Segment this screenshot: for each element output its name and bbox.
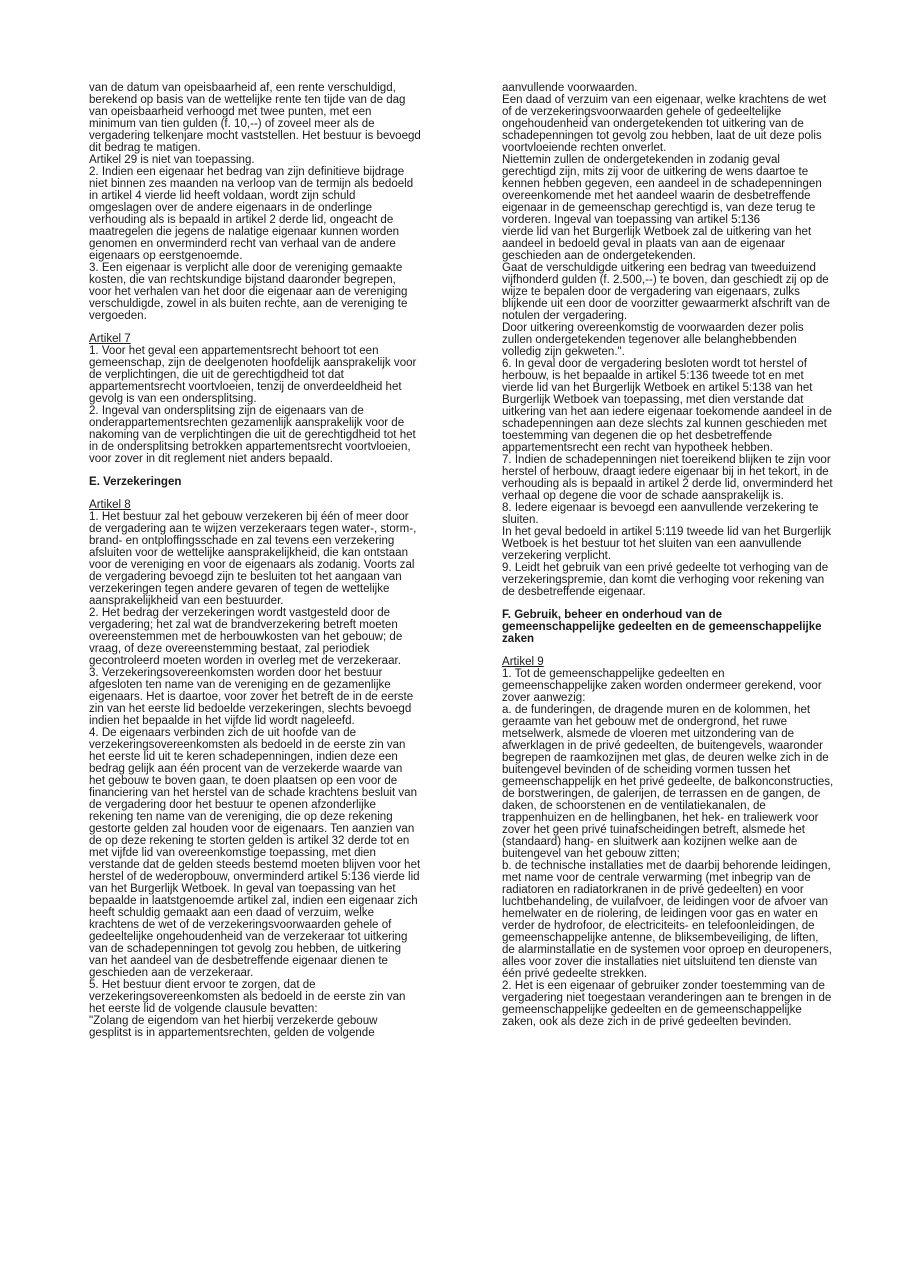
right-column (502, 82, 878, 1028)
artikel-8-continued: aanvullende voorwaarden. Een daad of verzuim van een eigenaar, welke krachtens de wet of de verzekeringsvoorwaarden gehele of gedeeltelijke ongehoudenheid van ondergetekenden tot uitkering van de schadepenningen tot gevolg zou hebben, laat de uit deze polis voortvloeiende rechten onverlet. Niettemin zullen de ondergetekenden in zodanig geval gerechtigd zijn, mits zij voor de uitkering de wens daartoe te kennen hebben gegeven, een aandeel in de schadepenningen overeenkomende met het aandeel waarin de desbetreffende eigenaar in de gemeenschap gerechtigd is, van deze terug te vorderen. Ingeval van toepassing van artikel 5:136 vierde lid van het Burgerlijk Wetboek zal de uitkering van het aandeel in bedoeld geval in plaats van aan de eigenaar geschieden aan de ondergetekenden. Gaat de verschuldigde uitkering een bedrag van tweeduizend vijfhonderd gulden (f. 2.500,--) te boven, dan geschiedt zij op de wijze te bepalen door de vergadering van eigenaars, zulks blijkende uit een door de voorzitter gewaarmerkt afschrift van de notulen der vergadering. Door uitkering overeenkomstig de voorwaarden dezer polis zullen ondergetekenden tegenover alle belanghebbenden volledig zijn gekweten.". 6. In geval door de vergadering besloten wordt tot herstel of herbouw, is het bepaalde in artikel 5:136 tweede tot en met vierde lid van het Burgerlijk Wetboek en artikel 5:138 van het Burgerlijk Wetboek van toepassing, met dien verstande dat uitkering van het aan iedere eigenaar toekomende aandeel in de schadepenningen aan deze slechts zal kunnen geschieden met toestemming van degenen die op het desbetreffende appartementsrecht een recht van hypotheek hebben. 7. Indien de schadepenningen niet toereikend blijken te zijn voor herstel of herbouw, draagt iedere eigenaar bij in het tekort, in de verhouding als is bepaald in artikel 2 derde lid, onverminderd het verhaal op degene die voor de schade aansprakelijk is. 8. Iedere eigenaar is bevoegd een aanvullende verzekering te sluiten. In het geval bedoeld in artikel 5:119 tweede lid van het Burgerlijk Wetboek is het bestuur tot het sluiten van een aanvullende verzekering verplicht. 9. Leidt het gebruik van een privé gedeelte tot verhoging van de verzekeringspremie, dan komt die verhoging voor rekening van de desbetreffende eigenaar. (502, 82, 833, 598)
left-column (89, 82, 465, 1039)
artikel-8-heading: Artikel 8 (89, 499, 131, 511)
artikel-7-heading: Artikel 7 (89, 333, 131, 345)
section-f-heading: F. Gebruik, beheer en onderhoud van de gemeenschappelijke gedeelten en de gemeenschappelijke zaken (502, 609, 822, 645)
artikel-9-heading: Artikel 9 (502, 656, 544, 668)
artikel-8-text: 1. Het bestuur zal het gebouw verzekeren bij één of meer door de vergadering aan te wijzen verzekeraars tegen water-, storm-, brand- en ontploffingsschade en zal tevens een verzekering afsluiten voor de wettelijke aansprakelijkheid, die kan ontstaan voor de vereniging en voor de eigenaars als zodanig. Voorts zal de vergadering bevoegd zijn te besluiten tot het aangaan van verzekeringen tegen andere gevaren of tegen de wettelijke aansprakelijkheid van een bestuurder. 2. Het bedrag der verzekeringen wordt vastgesteld door de vergadering; het zal wat de brandverzekering betreft moeten overeenstemmen met de herbouwkosten van het gebouw; de vraag, of deze overeenstemming bestaat, zal periodiek gecontroleerd moeten worden in overleg met de verzekeraar. 3. Verzekeringsovereenkomsten worden door het bestuur afgesloten ten name van de vereniging en de gezamenlijke eigenaars. Het is daartoe, voor zover het betreft de in de eerste zin van het eerste lid bedoelde verzekeringen, slechts bevoegd indien het bepaalde in het vijfde lid wordt nageleefd. 4. De eigenaars verbinden zich de uit hoofde van de verzekeringsovereenkomsten als bedoeld in de eerste zin van het eerste lid uit te keren schadepenningen, indien deze een bedrag gelijk aan één procent van de verzekerde waarde van het gebouw te boven gaan, te doen plaatsen op een voor de financiering van het herstel van de schade krachtens besluit van de vergadering door het bestuur te openen afzonderlijke rekening ten name van de vereniging, die op deze rekening gestorte gelden zal houden voor de eigenaars. Ten aanzien van de op deze rekening te storten gelden is artikel 32 derde tot en met vijfde lid van overeenkomstige toepassing, met dien verstande dat de gelden steeds bestemd moeten blijven voor het herstel of de wederopbouw, onverminderd artikel 5:136 vierde lid van het Burgerlijk Wetboek. In geval van toepassing van het bepaalde in laatstgenoemde artikel zal, indien een eigenaar zich heeft schuldig gemaakt aan een daad of verzuim, welke krachtens de wet of de verzekeringsvoorwaarden gehele of gedeeltelijke ongehoudenheid van de verzekeraar tot uitkering van de schadepenningen tot gevolg zou hebben, de uitkering van het aandeel van de desbetreffende eigenaar dienen te geschieden aan de verzekeraar. 5. Het bestuur dient ervoor te zorgen, dat de verzekeringsovereenkomsten als bedoeld in de eerste zin van het eerste lid de volgende clausule bevatten: "Zolang de eigendom van het hierbij verzekerde gebouw gesplitst is in appartementsrechten, gelden de volgende (89, 511, 421, 1039)
artikel-7-text: 1. Voor het geval een appartementsrecht behoort tot een gemeenschap, zijn de deelgenoten hoofdelijk aansprakelijk voor de verplichtingen, die uit de gerechtigdheid tot dat appartementsrecht voortvloeien, tenzij de onverdeeldheid het gevolg is van een ondersplitsing. 2. Ingeval van ondersplitsing zijn de eigenaars van de onderappartementsrechten gezamenlijk aansprakelijk voor de nakoming van de verplichtingen die uit de gerechtigdheid tot het in de ondersplitsing betrokken appartementsrecht voortvloeien, voor zover in dit reglement niet anders bepaald. (89, 345, 417, 465)
artikel-9-text: 1. Tot de gemeenschappelijke gedeelten en gemeenschappelijke zaken worden ondermeer gerekend, voor zover aanwezig: a. de funderingen, de dragende muren en de kolommen, het geraamte van het gebouw met de ondergrond, het ruwe metselwerk, alsmede de vloeren met uitzondering van de afwerklagen in de privé gedeelten, de buitengevels, waaronder begrepen de raamkozijnen met glas, de deuren welke zich in de buitengevel bevinden of de scheiding vormen tussen het gemeenschappelijk en het privé gedeelte, de balkonconstructies, de borstweringen, de galerijen, de terrassen en de gangen, de daken, de schoorstenen en de ventilatiekanalen, de trappenhuizen en de hellingbanen, het hek- en traliewerk voor zover het geen privé tuinafscheidingen betreft, alsmede het (standaard) hang- en sluitwerk aan kozijnen welke aan de buitengevel van het gebouw zitten; b. de technische installaties met de daarbij behorende leidingen, met name voor de centrale verwarming (met inbegrip van de radiatoren en radiatorkranen in de privé gedeelten) en voor luchtbehandeling, de vuilafvoer, de leidingen voor de afvoer van hemelwater en de riolering, de leidingen voor gas en water en verder de hydrofoor, de electriciteits- en telefoonleidingen, de gemeenschappelijke antenne, de bliksembeveiliging, de liften, de alarminstallatie en de systemen voor oproep en deuropeners, alles voor zover die installaties niet uitsluitend ten dienste van één privé gedeelte strekken. 2. Het is een eigenaar of gebruiker zonder toestemming van de vergadering niet toegestaan veranderingen aan te brengen in de gemeenschappelijke gedeelten en de gemeenschappelijke zaken, ook als deze zich in de privé gedeelten bevinden. (502, 668, 834, 1028)
section-e-heading: E. Verzekeringen (89, 476, 182, 488)
intro-paragraph: van de datum van opeisbaarheid af, een rente verschuldigd, berekend op basis van de wettelijke rente ten tijde van de dag van opeisbaarheid verhoogd met twee punten, met een minimum van tien gulden (f. 10,--) of zoveel meer als de vergadering telkenjare mocht vaststellen. Het bestuur is bevoegd dit bedrag te matigen. Artikel 29 is niet van toepassing. 2. Indien een eigenaar het bedrag van zijn definitieve bijdrage niet binnen zes maanden na verloop van de termijn als bedoeld in artikel 4 vierde lid heeft voldaan, wordt zijn schuld omgeslagen over de andere eigenaars in de onderlinge verhouding als is bepaald in artikel 2 derde lid, ongeacht de maatregelen die jegens de nalatige eigenaar kunnen worden genomen en onverminderd recht van verhaal van de andere eigenaars op eerstgenoemde. 3. Een eigenaar is verplicht alle door de vereniging gemaakte kosten, die van rechtskundige bijstand daaronder begrepen, voor het verhalen van het door die eigenaar aan de vereniging verschuldigde, zowel in als buiten rechte, aan de vereniging te vergoeden. (89, 82, 421, 322)
